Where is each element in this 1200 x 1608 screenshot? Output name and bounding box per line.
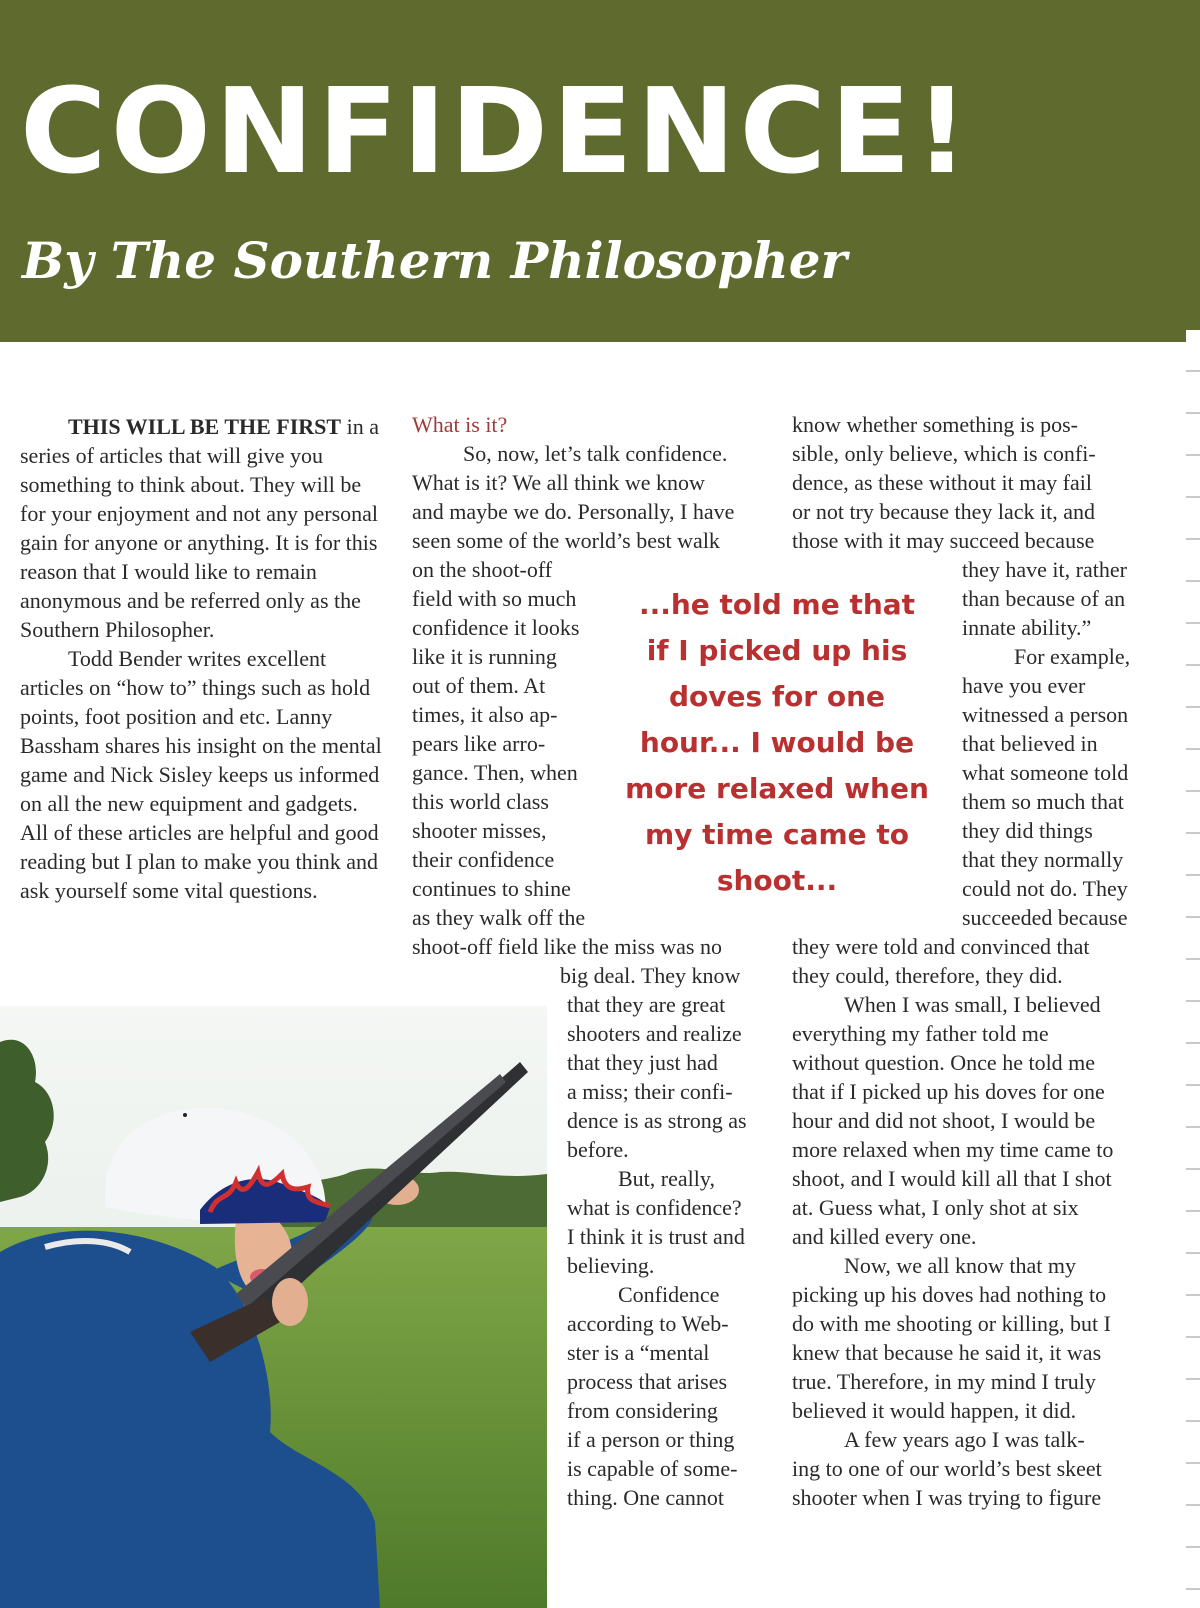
- body-line: gance. Then, when: [412, 760, 578, 785]
- body-line: do with me shooting or killing, but I: [792, 1311, 1111, 1336]
- body-line: what is confidence?: [567, 1195, 742, 1220]
- body-line: and killed every one.: [792, 1224, 977, 1249]
- body-line: everything my father told me: [792, 1021, 1049, 1046]
- body-line: What is it? We all think we know: [412, 470, 705, 495]
- body-line: Confidence: [618, 1282, 720, 1307]
- body-line: times, it also ap-: [412, 702, 558, 727]
- pull-quote-line: doves for one: [668, 680, 886, 713]
- body-line: hour and did not shoot, I would be: [792, 1108, 1096, 1133]
- body-line: I think it is trust and: [567, 1224, 745, 1249]
- body-line: they could, therefore, they did.: [792, 963, 1063, 988]
- body-line: dence, as these without it may fail: [792, 470, 1092, 495]
- body-line: confidence it looks: [412, 615, 580, 640]
- body-line: what someone told: [962, 760, 1129, 785]
- body-line: at. Guess what, I only shot at six: [792, 1195, 1079, 1220]
- body-line: shooter when I was trying to figure: [792, 1485, 1102, 1510]
- pull-quote: [612, 582, 942, 904]
- body-line: succeeded because: [962, 905, 1128, 930]
- pull-quote-line: my time came to: [644, 818, 910, 851]
- body-line: picking up his doves had nothing to: [792, 1282, 1107, 1307]
- pull-quote-line: shoot...: [716, 864, 838, 897]
- paragraph-1: [20, 412, 390, 644]
- body-line: believing.: [567, 1253, 655, 1278]
- body-line: that believed in: [962, 731, 1098, 756]
- header-banner: [0, 0, 1200, 342]
- pull-quote-line: ...he told me that: [638, 588, 916, 621]
- body-line: So, now, let’s talk confidence.: [463, 441, 728, 466]
- body-line: them so much that: [962, 789, 1124, 814]
- body-line: witnessed a person: [962, 702, 1129, 727]
- body-line: on the shoot-off: [412, 557, 553, 582]
- shooter-photo: [0, 1002, 547, 1608]
- body-line: A few years ago I was talk-: [844, 1427, 1085, 1452]
- body-line: But, really,: [618, 1166, 715, 1191]
- body-line: seen some of the world’s best walk: [412, 528, 720, 553]
- body-line: they were told and convinced that: [792, 934, 1090, 959]
- body-line: pears like arro-: [412, 731, 546, 756]
- article-byline: By The Southern Philosopher: [22, 231, 847, 290]
- body-line: process that arises: [567, 1369, 728, 1394]
- body-line: and maybe we do. Personally, I have: [412, 499, 735, 524]
- body-line: knew that because he said it, it was: [792, 1340, 1102, 1365]
- body-line: shoot-off field like the miss was no: [412, 934, 722, 959]
- body-line: if a person or thing: [567, 1427, 735, 1452]
- body-line: is capable of some-: [567, 1456, 738, 1481]
- body-line: more relaxed when my time came to: [792, 1137, 1114, 1162]
- body-line: or not try because they lack it, and: [792, 499, 1096, 524]
- lead-in: THIS WILL BE THE FIRST: [68, 414, 342, 439]
- article-title: CONFIDENCE!: [20, 62, 973, 200]
- body-line: could not do. They: [962, 876, 1128, 901]
- body-line: than because of an: [962, 586, 1126, 611]
- paragraph-1-text: in a series of articles that will give you something to think about. They will be for your enjoyment and not any personal gain for anyone or anything. It is for this reason that I would like to remain anonymous and be referred only as the Southern Philosopher.: [20, 414, 379, 642]
- body-line: like it is running: [412, 644, 557, 669]
- body-line: from considering: [567, 1398, 718, 1423]
- body-line: that they are great: [567, 992, 726, 1017]
- paragraph-2: Todd Bender writes excellent articles on “how to” things such as hold points, foot position and etc. Lanny Bassham shares his insight on the mental game and Nick Sisley keeps us informed on all the new equipment and gadgets. All of these articles are helpful and good reading but I plan to make you think and ask yourself some vital questions.: [20, 646, 382, 903]
- body-line: that they normally: [962, 847, 1124, 872]
- body-line: When I was small, I believed: [844, 992, 1101, 1017]
- body-line: a miss; their confi-: [567, 1079, 733, 1104]
- body-line: this world class: [412, 789, 549, 814]
- body-line: ing to one of our world’s best skeet: [792, 1456, 1102, 1481]
- body-line: that they just had: [567, 1050, 718, 1075]
- body-line: For example,: [1014, 644, 1131, 669]
- page-edge: [1186, 330, 1200, 1608]
- body-line: that if I picked up his doves for one: [792, 1079, 1105, 1104]
- body-line: sible, only believe, which is confi-: [792, 441, 1096, 466]
- body-line: ster is a “mental: [567, 1340, 710, 1365]
- pull-quote-line: more relaxed when: [625, 772, 929, 805]
- section-subhead: What is it?: [412, 412, 508, 437]
- body-line: know whether something is pos-: [792, 412, 1078, 437]
- body-line: shooters and realize: [567, 1021, 742, 1046]
- body-line: they did things: [962, 818, 1093, 843]
- body-line: as they walk off the: [412, 905, 586, 930]
- body-line: believed it would happen, it did.: [792, 1398, 1077, 1423]
- body-line: innate ability.”: [962, 615, 1092, 640]
- body-line: continues to shine: [412, 876, 571, 901]
- body-line: true. Therefore, in my mind I truly: [792, 1369, 1096, 1394]
- body-line: they have it, rather: [962, 557, 1127, 582]
- body-line: Now, we all know that my: [844, 1253, 1076, 1278]
- body-line: their confidence: [412, 847, 555, 872]
- pull-quote-line: hour... I would be: [639, 726, 915, 759]
- body-line: big deal. They know: [560, 963, 741, 988]
- body-line: have you ever: [962, 673, 1086, 698]
- body-line: according to Web-: [567, 1311, 729, 1336]
- body-line: before.: [567, 1137, 629, 1162]
- body-line: shoot, and I would kill all that I shot: [792, 1166, 1112, 1191]
- body-line: field with so much: [412, 586, 577, 611]
- body-line: out of them. At: [412, 673, 546, 698]
- pull-quote-line: if I picked up his: [646, 634, 908, 667]
- body-line: those with it may succeed because: [792, 528, 1095, 553]
- body-line: shooter misses,: [412, 818, 547, 843]
- body-line: dence is as strong as: [567, 1108, 747, 1133]
- body-line: without question. Once he told me: [792, 1050, 1096, 1075]
- column-1: [20, 412, 390, 905]
- body-line: thing. One cannot: [567, 1485, 725, 1510]
